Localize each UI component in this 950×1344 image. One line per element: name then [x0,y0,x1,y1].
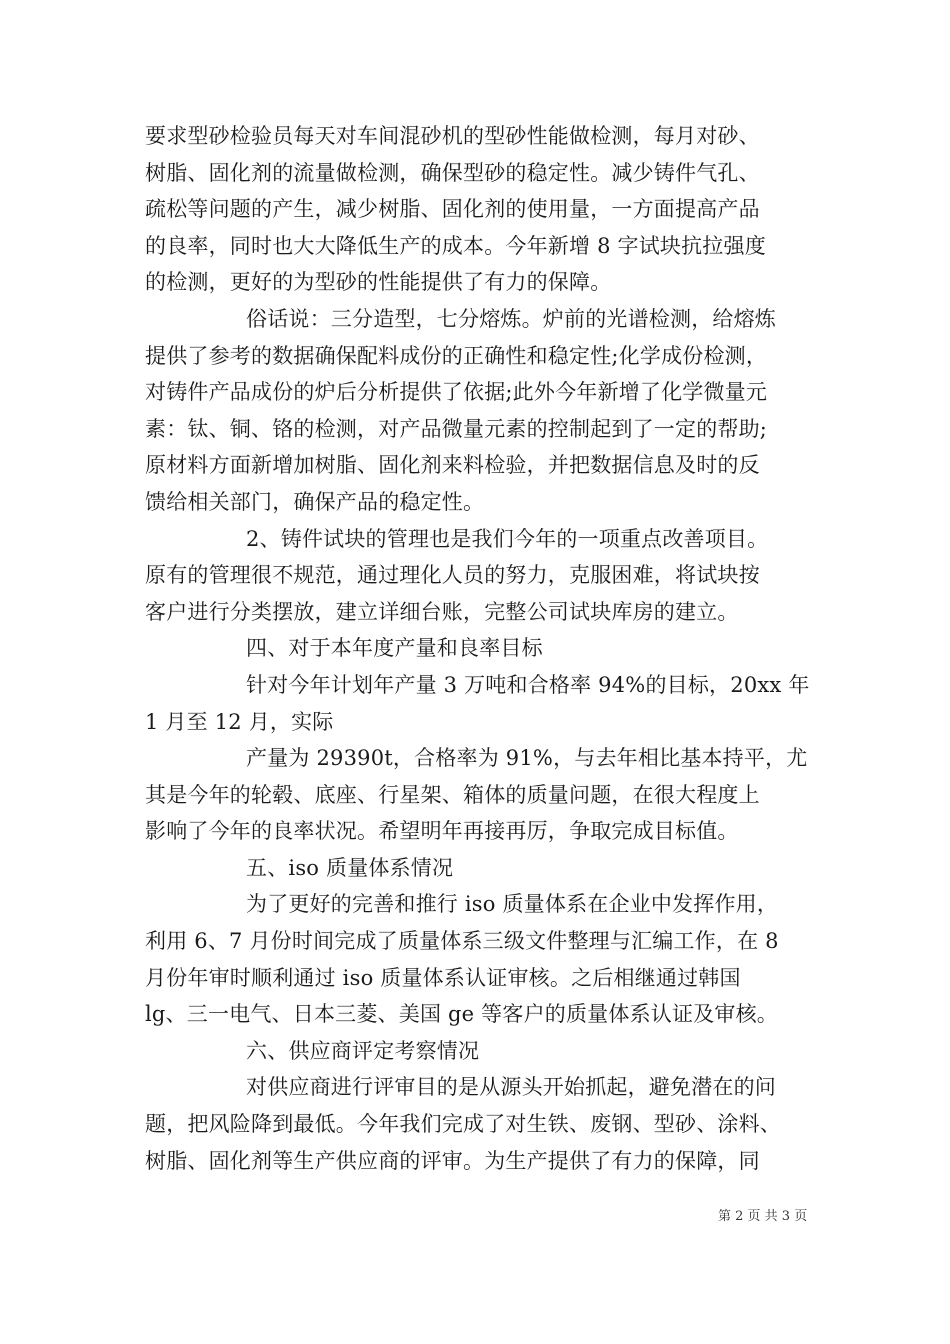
text-line: 六、供应商评定考察情况 [246,1038,480,1063]
text-line: 的检测，更好的为型砂的性能提供了有力的保障。 [145,270,612,295]
text-line: 馈给相关部门，确保产品的稳定性。 [145,489,485,514]
text-line: 树脂、固化剂等生产供应商的评审。为生产提供了有力的保障，同 [145,1148,760,1173]
text-line: 影响了今年的良率状况。希望明年再接再厉，争取完成目标值。 [145,819,739,844]
document-body [145,118,810,1179]
text-line: 2、铸件试块的管理也是我们今年的一项重点改善项目。 [246,526,769,551]
text-line: 客户进行分类摆放，建立详细台账，完整公司试块库房的建立。 [145,599,739,624]
text-line: 产量为 29390t，合格率为 91%，与去年相比基本持平，尤 [246,746,808,771]
text-line: 对铸件产品成份的炉后分析提供了依据;此外今年新增了化学微量元 [145,380,768,405]
text-line: 俗话说：三分造型，七分熔炼。炉前的光谱检测，给熔炼 [246,306,776,331]
page-number: 第 2 页 共 3 页 [718,1209,808,1224]
text-line: 利用 6、7 月份时间完成了质量体系三级文件整理与汇编工作，在 8 [145,929,779,954]
text-line: 月份年审时顺利通过 iso 质量体系认证审核。之后相继通过韩国 [145,965,741,990]
text-line: lg、三一电气、日本三菱、美国 ge 等客户的质量体系认证及审核。 [145,1002,778,1027]
text-line: 对供应商进行评审目的是从源头开始抓起，避免潜在的问 [246,1075,776,1100]
text-line: 提供了参考的数据确保配料成份的正确性和稳定性;化学成份检测， [145,343,768,368]
text-line: 为了更好的完善和推行 iso 质量体系在企业中发挥作用， [246,892,779,917]
text-line: 的良率，同时也大大降低生产的成本。今年新增 8 字试块抗拉强度 [145,233,766,258]
text-line: 其是今年的轮毂、底座、行星架、箱体的质量问题，在很大程度上 [145,782,760,807]
text-line: 原材料方面新增加树脂、固化剂来料检验，并把数据信息及时的反 [145,453,760,478]
text-line: 针对今年计划年产量 3 万吨和合格率 94%的目标，20xx 年 [246,672,810,697]
text-line: 五、iso 质量体系情况 [246,855,454,880]
text-line: 要求型砂检验员每天对车间混砂机的型砂性能做检测，每月对砂、 [145,124,760,148]
text-line: 题，把风险降到最低。今年我们完成了对生铁、废钢、型砂、涂料、 [145,1112,781,1137]
text-line: 四、对于本年度产量和良率目标 [246,636,543,661]
text-line: 1 月至 12 月，实际 [145,709,334,734]
text-line: 素：钛、铜、铬的检测，对产品微量元素的控制起到了一定的帮助; [145,416,768,441]
text-line: 树脂、固化剂的流量做检测，确保型砂的稳定性。减少铸件气孔、 [145,160,760,185]
text-line: 疏松等问题的产生，减少树脂、固化剂的使用量，一方面提高产品 [145,197,760,222]
text-line: 原有的管理很不规范，通过理化人员的努力，克服困难，将试块按 [145,563,760,588]
